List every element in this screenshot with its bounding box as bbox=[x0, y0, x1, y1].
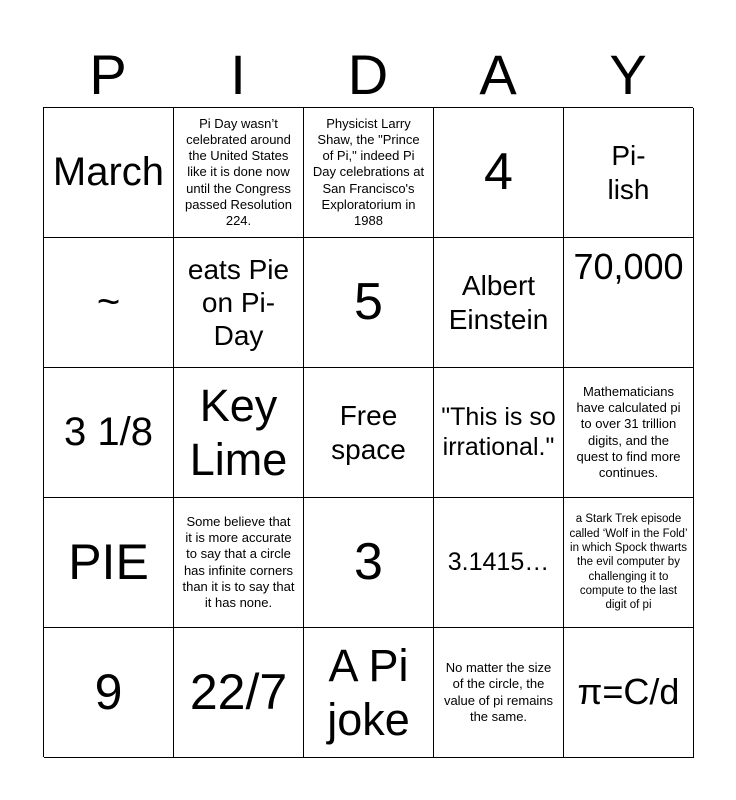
bingo-cell[interactable]: Key Lime bbox=[174, 368, 304, 498]
header-letter-i: I bbox=[230, 43, 246, 106]
bingo-cell[interactable]: 3 1/8 bbox=[44, 368, 174, 498]
bingo-cell[interactable]: PIE bbox=[44, 498, 174, 628]
bingo-cell[interactable]: 4 bbox=[434, 108, 564, 238]
bingo-cell[interactable]: A Pi joke bbox=[304, 628, 434, 758]
bingo-cell[interactable]: 9 bbox=[44, 628, 174, 758]
bingo-cell[interactable]: Physicist Larry Shaw, the "Prince of Pi," indeed Pi Day celebrations at San Francisco's Exploratorium in 1988 bbox=[304, 108, 434, 238]
bingo-cell[interactable]: 5 bbox=[304, 238, 434, 368]
bingo-header bbox=[43, 42, 693, 108]
bingo-cell[interactable]: a Stark Trek episode called ‘Wolf in the Fold’ in which Spock thwarts the evil computer by challenging it to compute to the last digit of pi bbox=[564, 498, 694, 628]
bingo-cell[interactable]: Pi-lish bbox=[564, 108, 694, 238]
header-letter-d: D bbox=[347, 43, 389, 106]
free-space-cell[interactable]: Free space bbox=[304, 368, 434, 498]
bingo-cell[interactable]: March bbox=[44, 108, 174, 238]
bingo-cell[interactable]: 3 bbox=[304, 498, 434, 628]
bingo-cell[interactable]: Mathematicians have calculated pi to over 31 trillion digits, and the quest to find more continues. bbox=[564, 368, 694, 498]
bingo-cell[interactable]: 3.1415… bbox=[434, 498, 564, 628]
header-letter-a: A bbox=[479, 43, 517, 106]
bingo-cell[interactable]: Pi Day wasn’t celebrated around the United States like it is done now until the Congress passed Resolution 224. bbox=[174, 108, 304, 238]
bingo-cell[interactable]: No matter the size of the circle, the value of pi remains the same. bbox=[434, 628, 564, 758]
bingo-cell[interactable]: Albert Einstein bbox=[434, 238, 564, 368]
bingo-cell[interactable]: π=C/d bbox=[564, 628, 694, 758]
header-letter-p: P bbox=[89, 43, 127, 106]
bingo-cell[interactable]: Some believe that it is more accurate to say that a circle has infinite corners than it is to say that it has none. bbox=[174, 498, 304, 628]
bingo-cell[interactable]: 22/7 bbox=[174, 628, 304, 758]
bingo-cell[interactable]: eats Pie on Pi-Day bbox=[174, 238, 304, 368]
bingo-card-grid bbox=[43, 107, 693, 757]
bingo-cell[interactable]: "This is so irrational." bbox=[434, 368, 564, 498]
bingo-cell[interactable]: 70,000 bbox=[564, 238, 694, 368]
header-letter-y: Y bbox=[609, 43, 647, 106]
bingo-cell[interactable]: ~ bbox=[44, 238, 174, 368]
